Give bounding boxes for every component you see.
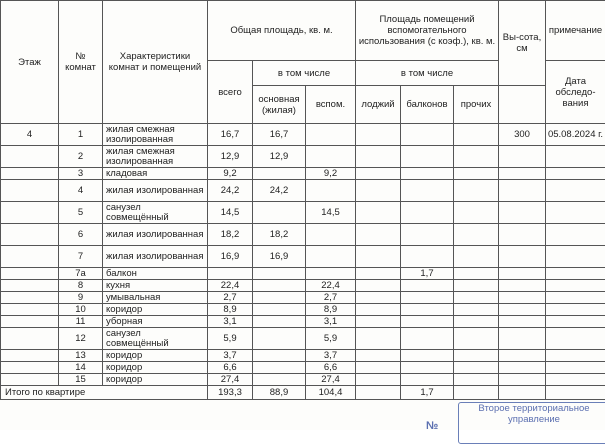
room-no-cell: 1 xyxy=(59,124,103,146)
balcony-cell xyxy=(401,246,454,268)
floor-cell xyxy=(1,292,59,304)
note-sum-cell xyxy=(546,386,605,400)
room-no-cell: 11 xyxy=(59,316,103,328)
floor-cell xyxy=(1,374,59,386)
floor-cell xyxy=(1,224,59,246)
total-area-cell: 16,7 xyxy=(208,124,253,146)
main-area-cell: 24,2 xyxy=(253,180,306,202)
aux-area-cell: 8,9 xyxy=(306,304,356,316)
aux-area-cell xyxy=(306,246,356,268)
other-cell xyxy=(454,246,499,268)
room-no-cell: 6 xyxy=(59,224,103,246)
balcony-cell xyxy=(401,328,454,350)
room-no-cell: 8 xyxy=(59,280,103,292)
other-header: прочих xyxy=(454,86,499,124)
room-no-cell: 5 xyxy=(59,202,103,224)
total-area-cell: 3,7 xyxy=(208,350,253,362)
table-row xyxy=(1,224,605,246)
incl-header-1: в том числе xyxy=(253,61,356,86)
table-row xyxy=(1,246,605,268)
aux-area-cell: 3,7 xyxy=(306,350,356,362)
main-area-cell xyxy=(253,168,306,180)
balcony-cell xyxy=(401,292,454,304)
loggia-cell xyxy=(356,374,401,386)
room-description: санузел совмещённый xyxy=(103,328,208,350)
height-header: Вы-сота, см xyxy=(499,1,546,86)
total-area-cell: 12,9 xyxy=(208,146,253,168)
stamp-number-mark: № xyxy=(426,420,438,432)
aux-area-cell xyxy=(306,146,356,168)
room-no-cell: 10 xyxy=(59,304,103,316)
total-area-cell: 6,6 xyxy=(208,362,253,374)
incl-header-2: в том числе xyxy=(356,61,499,86)
main-area-cell xyxy=(253,304,306,316)
survey-date-cell xyxy=(546,280,605,292)
room-no-cell: 12 xyxy=(59,328,103,350)
survey-date-cell xyxy=(546,316,605,328)
total-area-cell: 3,1 xyxy=(208,316,253,328)
other-cell xyxy=(454,280,499,292)
room-no-cell: 3 xyxy=(59,168,103,180)
room-no-cell: 7а xyxy=(59,268,103,280)
main-area-cell: 16,7 xyxy=(253,124,306,146)
survey-date-cell xyxy=(546,374,605,386)
survey-date-cell xyxy=(546,350,605,362)
room-no-cell: 14 xyxy=(59,362,103,374)
aux-area-header: Площадь помещений вспомогательного использования (с коэф.), кв. м. xyxy=(356,1,499,61)
room-description: жилая изолированная xyxy=(103,246,208,268)
other-cell xyxy=(454,374,499,386)
main-area-cell xyxy=(253,328,306,350)
table-row xyxy=(1,180,605,202)
total-area-cell: 27,4 xyxy=(208,374,253,386)
table-row xyxy=(1,168,605,180)
loggia-cell xyxy=(356,168,401,180)
floor-cell xyxy=(1,304,59,316)
survey-date-cell xyxy=(546,180,605,202)
total-row xyxy=(1,386,605,400)
loggia-cell xyxy=(356,350,401,362)
height-header-empty xyxy=(499,86,546,124)
table-row xyxy=(1,146,605,168)
loggia-cell xyxy=(356,124,401,146)
table-row xyxy=(1,316,605,328)
loggia-cell xyxy=(356,304,401,316)
floor-cell xyxy=(1,246,59,268)
loggia-cell xyxy=(356,202,401,224)
floor-cell xyxy=(1,362,59,374)
other-cell xyxy=(454,268,499,280)
table-row xyxy=(1,350,605,362)
balcony-cell xyxy=(401,168,454,180)
survey-date-cell: 05.08.2024 г. xyxy=(546,124,605,146)
height-cell xyxy=(499,316,546,328)
total-label: Итого по квартире xyxy=(1,386,208,400)
aux-area-cell: 5,9 xyxy=(306,328,356,350)
floor-cell xyxy=(1,280,59,292)
loggia-cell xyxy=(356,362,401,374)
other-cell xyxy=(454,362,499,374)
height-cell xyxy=(499,292,546,304)
room-description: коридор xyxy=(103,362,208,374)
height-cell xyxy=(499,328,546,350)
other-cell xyxy=(454,124,499,146)
note-header: примечание xyxy=(546,1,605,61)
floor-cell xyxy=(1,328,59,350)
balcony-cell xyxy=(401,224,454,246)
total-area-cell: 2,7 xyxy=(208,292,253,304)
table-row xyxy=(1,374,605,386)
aux-header: вспом. xyxy=(306,86,356,124)
survey-date-cell xyxy=(546,246,605,268)
room-no-cell: 7 xyxy=(59,246,103,268)
loggia-sum-cell xyxy=(356,386,401,400)
balcony-cell xyxy=(401,374,454,386)
stamp-line-2: управление xyxy=(459,414,605,425)
loggia-cell xyxy=(356,268,401,280)
aux-area-cell xyxy=(306,224,356,246)
main-area-cell: 18,2 xyxy=(253,224,306,246)
room-no-cell: 2 xyxy=(59,146,103,168)
main-area-cell xyxy=(253,292,306,304)
floor-cell: 4 xyxy=(1,124,59,146)
total-area-header: Общая площадь, кв. м. xyxy=(208,1,356,61)
stamp-line-1: Второе территориальное xyxy=(478,403,589,414)
characteristics-header: Характеристики комнат и помещений xyxy=(103,1,208,124)
room-description: жилая смежная изолированная xyxy=(103,146,208,168)
other-cell xyxy=(454,316,499,328)
table-row xyxy=(1,202,605,224)
main-area-cell: 16,9 xyxy=(253,246,306,268)
survey-date-cell xyxy=(546,268,605,280)
registration-stamp xyxy=(458,402,605,444)
table-row xyxy=(1,268,605,280)
height-cell xyxy=(499,268,546,280)
main-area-cell xyxy=(253,280,306,292)
other-cell xyxy=(454,146,499,168)
room-description: кладовая xyxy=(103,168,208,180)
total-sum-cell: 193,3 xyxy=(208,386,253,400)
loggia-cell xyxy=(356,328,401,350)
other-cell xyxy=(454,168,499,180)
room-no-header: № комнат xyxy=(59,1,103,124)
other-cell xyxy=(454,180,499,202)
room-description: санузел совмещённый xyxy=(103,202,208,224)
header-row-1 xyxy=(1,1,605,61)
loggia-header: лоджий xyxy=(356,86,401,124)
room-description: умывальная xyxy=(103,292,208,304)
table-row xyxy=(1,328,605,350)
room-description: коридор xyxy=(103,350,208,362)
room-no-cell: 15 xyxy=(59,374,103,386)
floor-cell xyxy=(1,350,59,362)
total-area-cell: 22,4 xyxy=(208,280,253,292)
floor-cell xyxy=(1,146,59,168)
total-header: всего xyxy=(208,61,253,124)
room-no-cell: 4 xyxy=(59,180,103,202)
floor-cell xyxy=(1,202,59,224)
aux-area-cell xyxy=(306,268,356,280)
loggia-cell xyxy=(356,180,401,202)
balcony-cell xyxy=(401,124,454,146)
height-cell xyxy=(499,280,546,292)
other-cell xyxy=(454,292,499,304)
other-cell xyxy=(454,224,499,246)
balcony-cell xyxy=(401,350,454,362)
survey-date-cell xyxy=(546,202,605,224)
balcony-cell xyxy=(401,146,454,168)
total-area-cell: 9,2 xyxy=(208,168,253,180)
total-area-cell xyxy=(208,268,253,280)
other-cell xyxy=(454,304,499,316)
balcony-cell: 1,7 xyxy=(401,268,454,280)
height-cell xyxy=(499,350,546,362)
balcony-cell xyxy=(401,202,454,224)
total-area-cell: 14,5 xyxy=(208,202,253,224)
height-cell xyxy=(499,246,546,268)
main-area-cell xyxy=(253,374,306,386)
table-row xyxy=(1,292,605,304)
room-description: балкон xyxy=(103,268,208,280)
other-cell xyxy=(454,350,499,362)
room-description: жилая изолированная xyxy=(103,180,208,202)
survey-date-cell xyxy=(546,146,605,168)
main-area-cell xyxy=(253,362,306,374)
balcony-cell xyxy=(401,362,454,374)
room-description: жилая смежная изолированная xyxy=(103,124,208,146)
table-row xyxy=(1,124,605,146)
survey-date-header: Дата обследо-вания xyxy=(546,61,605,124)
main-area-cell xyxy=(253,316,306,328)
other-sum-cell xyxy=(454,386,499,400)
aux-area-cell: 9,2 xyxy=(306,168,356,180)
height-cell xyxy=(499,362,546,374)
other-cell xyxy=(454,202,499,224)
total-area-cell: 18,2 xyxy=(208,224,253,246)
table-row xyxy=(1,362,605,374)
height-cell xyxy=(499,146,546,168)
floor-cell xyxy=(1,268,59,280)
main-area-cell xyxy=(253,350,306,362)
height-cell xyxy=(499,304,546,316)
main-sum-cell: 88,9 xyxy=(253,386,306,400)
height-cell xyxy=(499,202,546,224)
other-cell xyxy=(454,328,499,350)
main-area-cell: 12,9 xyxy=(253,146,306,168)
room-description: коридор xyxy=(103,304,208,316)
loggia-cell xyxy=(356,280,401,292)
survey-date-cell xyxy=(546,304,605,316)
height-cell xyxy=(499,374,546,386)
aux-area-cell xyxy=(306,124,356,146)
main-area-cell xyxy=(253,202,306,224)
aux-area-cell xyxy=(306,180,356,202)
table-row xyxy=(1,304,605,316)
room-description: жилая изолированная xyxy=(103,224,208,246)
floor-cell xyxy=(1,168,59,180)
loggia-cell xyxy=(356,246,401,268)
aux-area-cell: 14,5 xyxy=(306,202,356,224)
height-cell: 300 xyxy=(499,124,546,146)
height-cell xyxy=(499,168,546,180)
balcony-header: балконов xyxy=(401,86,454,124)
room-no-cell: 9 xyxy=(59,292,103,304)
floor-header: Этаж xyxy=(1,1,59,124)
aux-area-cell: 2,7 xyxy=(306,292,356,304)
main-header: основная (жилая) xyxy=(253,86,306,124)
main-area-cell xyxy=(253,268,306,280)
loggia-cell xyxy=(356,292,401,304)
room-description: уборная xyxy=(103,316,208,328)
aux-sum-cell: 104,4 xyxy=(306,386,356,400)
aux-area-cell: 27,4 xyxy=(306,374,356,386)
room-description: коридор xyxy=(103,374,208,386)
total-area-cell: 8,9 xyxy=(208,304,253,316)
total-area-cell: 5,9 xyxy=(208,328,253,350)
survey-date-cell xyxy=(546,224,605,246)
room-description: кухня xyxy=(103,280,208,292)
survey-date-cell xyxy=(546,168,605,180)
height-cell xyxy=(499,224,546,246)
aux-area-cell: 6,6 xyxy=(306,362,356,374)
floor-cell xyxy=(1,180,59,202)
height-sum-cell xyxy=(499,386,546,400)
survey-date-cell xyxy=(546,328,605,350)
total-area-cell: 24,2 xyxy=(208,180,253,202)
table-row xyxy=(1,280,605,292)
loggia-cell xyxy=(356,316,401,328)
survey-date-cell xyxy=(546,292,605,304)
balcony-cell xyxy=(401,304,454,316)
aux-area-cell: 22,4 xyxy=(306,280,356,292)
floor-cell xyxy=(1,316,59,328)
total-area-cell: 16,9 xyxy=(208,246,253,268)
aux-area-cell: 3,1 xyxy=(306,316,356,328)
loggia-cell xyxy=(356,224,401,246)
balcony-cell xyxy=(401,316,454,328)
loggia-cell xyxy=(356,146,401,168)
balcony-sum-cell: 1,7 xyxy=(401,386,454,400)
balcony-cell xyxy=(401,280,454,292)
height-cell xyxy=(499,180,546,202)
room-no-cell: 13 xyxy=(59,350,103,362)
balcony-cell xyxy=(401,180,454,202)
survey-date-cell xyxy=(546,362,605,374)
